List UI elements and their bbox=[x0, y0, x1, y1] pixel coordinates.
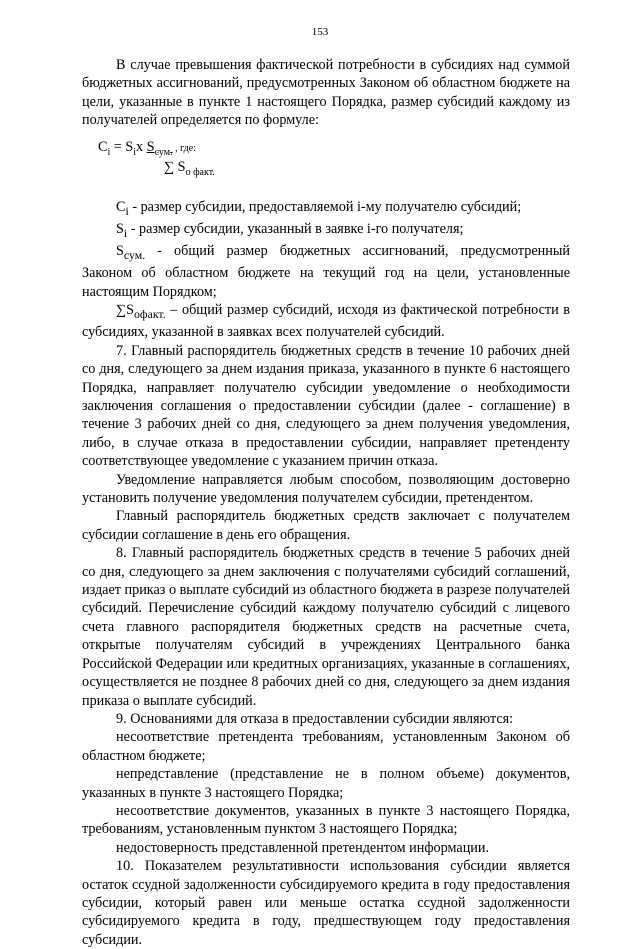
document-body bbox=[82, 56, 570, 949]
page-number: 153 bbox=[311, 26, 329, 38]
definition-item: $\sum S_{офакт.}$ – общий размер субсидий, исходя из фактической потребности в субсидиях, указанной в заявках всех получателей субсидий. bbox=[82, 302, 570, 341]
paragraph-7: 7. Главный распорядитель бюджетных средств в течение 10 рабочих дней со дня, следующего за днем издания приказа, указанного в пункте 6 настоящего Порядка, направляет получателю субсидии уведомление о необходимости заключения соглашения о предоставлении субсидии (далее - соглашение) в течение 3 рабочих дней со дня, следующего за днем получения уведомления, либо, в случае отказа в предоставлении субсидии, направляет претенденту соответствующее уведомление с указанием причин отказа. bbox=[82, 342, 570, 470]
list-item: несоответствие документов, указанных в пункте 3 настоящего Порядка, требованиям, установленным пунктом 3 настоящего Порядка; bbox=[82, 802, 570, 838]
formula bbox=[98, 136, 570, 182]
definition-item: $S_i$ - размер субсидии, указанный в заявке i-го получателя; bbox=[116, 220, 464, 240]
definition-item: $S_{сум.}$ - общий размер бюджетных ассигнований, предусмотренный Законом об областном бюджете на текущий год на цели, установленные настоящим Порядком; bbox=[82, 243, 570, 300]
formula-denominator: ∑ $S_{о факт.}$ bbox=[164, 158, 215, 178]
paragraph: Главный распорядитель бюджетных средств заключает с получателем субсидии соглашение в день его обращения. bbox=[82, 508, 570, 543]
list-item: недостоверность представленной претендентом информации. bbox=[116, 839, 490, 856]
paragraph-intro: В случае превышения фактической потребности в субсидиях над суммой бюджетных ассигнований, предусмотренных Законом об областном бюджете на цели, указанные в пункте 1 настоящего Порядка, размер субсидий каждому из получателей определяется по формуле: bbox=[82, 57, 570, 129]
definition-item: $C_i$ - размер субсидии, предоставляемой i-му получателю субсидий; bbox=[116, 198, 522, 218]
formula-numerator-line: $C_i = S_ix$ $S_{сум.}$ , где: bbox=[98, 138, 196, 158]
list-item: несоответствие претендента требованиям, установленным Законом об областном бюджете; bbox=[82, 729, 570, 764]
list-item: непредставление (представление не в полном объеме) документов, указанных в пункте 3 настоящего Порядка; bbox=[82, 766, 570, 801]
paragraph-8: 8. Главный распорядитель бюджетных средств в течение 5 рабочих дней со дня, следующего за днем заключения с получателями субсидий соглашений, издает приказ о выплате субсидий из областного бюджета в разрезе получателей субсидий. Перечисление субсидий каждому получателю субсидий с лицевого счета главного распорядителя бюджетных средств на расчетные счета, открытые получателям субсидий в учреждениях Центрального банка Российской Федерации или кредитных организациях, указанные в соглашениях, осуществляется не позднее 8 рабочих дней со дня, следующего за днем издания приказа о выплате субсидий. bbox=[82, 545, 570, 709]
paragraph-10: 10. Показателем результативности использования субсидии является остаток ссудной задолженности субсидируемого кредита в году предоставления субсидии, который равен или меньше остатка ссудной задолженности субсидируемого кредита в году, предшествующем году предоставления субсидии. bbox=[82, 858, 570, 948]
paragraph-9: 9. Основаниями для отказа в предоставлении субсидии являются: bbox=[116, 710, 514, 727]
formula-numerator: $S_{сум.}$ bbox=[146, 138, 173, 158]
paragraph: Уведомление направляется любым способом, позволяющим достоверно установить получение уведомления получателем субсидии, претендентом. bbox=[82, 471, 570, 507]
